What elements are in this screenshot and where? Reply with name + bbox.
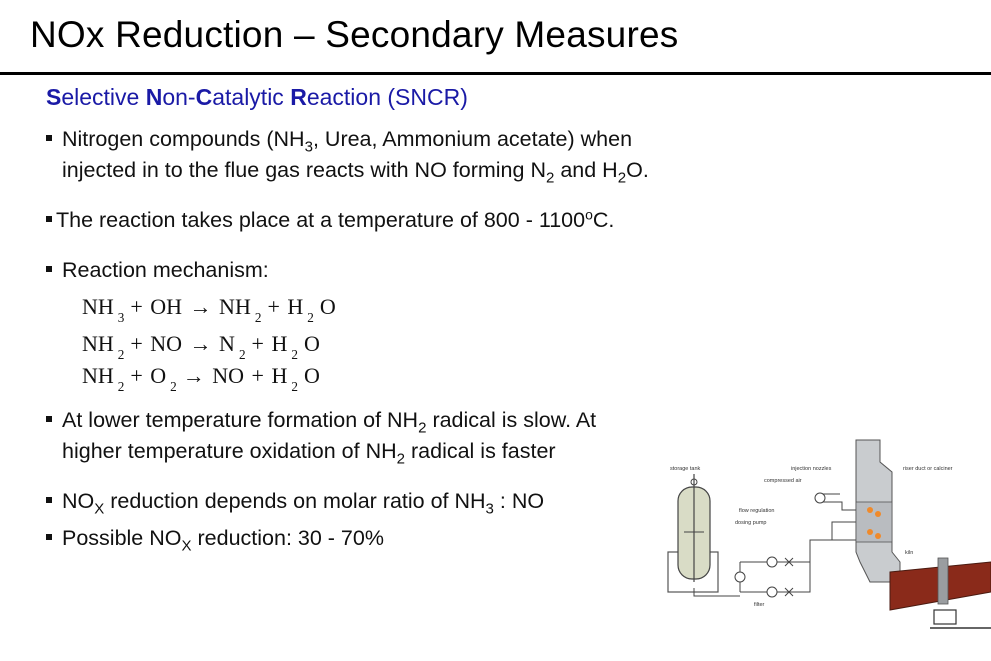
label-flow-regulation: flow regulation [739,508,775,514]
label-storage-tank: storage tank [670,466,701,472]
equation-1: NH $_3$ + OH → NH $_2$ + H $_2$ O [82,294,336,325]
compressed-air-valve [815,493,825,503]
label-filter: filter [754,602,765,608]
label-dosing-pump: dosing pump [735,520,767,526]
bullet-temperature: The reaction takes place at a temperature of 800 - 1100$^o$C. [46,205,614,236]
label-compressed-air: compressed air [764,478,802,484]
bullet-marker [46,497,52,503]
bullet-marker [46,534,52,540]
sncr-process-diagram [660,432,991,661]
storage-tank [668,474,718,592]
label-kiln: kiln [905,550,914,556]
bullet-marker [46,216,52,222]
dosing-pump-2 [767,587,777,597]
bullet-marker [46,416,52,422]
section-subtitle: Selective Non-Catalytic Reaction (SNCR) [46,84,468,110]
rotary-kiln [890,558,991,628]
bullet-nh2-radical: At lower temperature formation of $NH_2$ radical is slow. At higher temperature oxidation of $NH_2$ radical is faster [46,405,596,467]
dosing-pump-1 [767,557,777,567]
bullet-marker [46,135,52,141]
title-divider [0,72,991,75]
filter-symbol [735,572,745,582]
label-injection-nozzles: injection nozzles [791,466,832,472]
label-riser-duct: riser duct or calciner [903,466,953,472]
bullet-reaction-mechanism: Reaction mechanism: [46,255,269,286]
equation-3: NH $_2$ + O $_2$ → NO + H $_2$ O [82,363,320,394]
bullet-marker [46,266,52,272]
slide-title: NOx Reduction – Secondary Measures [30,14,679,55]
bullet-molar-ratio: $NO_X$ reduction depends on molar ratio of $NH_3$ : NO [46,486,544,517]
bullet-possible-reduction: Possible $NO_X$ reduction: 30 - 70% [46,523,384,554]
bullet-nitrogen-compounds: Nitrogen compounds ($NH_3$, Urea, Ammonium acetate) when injected in to the flue gas reacts with NO forming $N_2$ and $H_2O$. [46,124,649,186]
equation-2: NH $_2$ + NO → N $_2$ + H $_2$ O [82,331,320,362]
